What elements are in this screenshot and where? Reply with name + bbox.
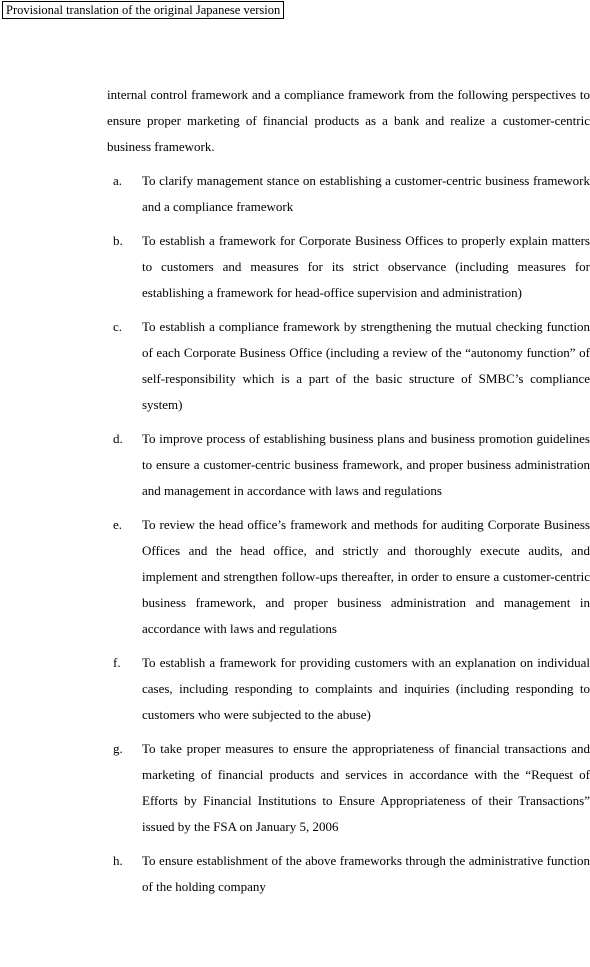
list-marker: a. — [113, 173, 123, 188]
list-item-text: To clarify management stance on establishing a customer-centric business framework and a compliance framework — [142, 173, 590, 214]
list-item — [107, 650, 590, 728]
intro-paragraph: internal control framework and a compliance framework from the following perspectives to ensure proper marketing of financial products as a bank and realize a customer-centric business framework. — [107, 87, 590, 154]
list-item-text: To improve process of establishing business plans and business promotion guidelines to ensure a customer-centric business framework, and proper business administration and management in accordance with laws and regulations — [142, 431, 590, 498]
list-item — [107, 314, 590, 418]
list-item — [107, 168, 590, 220]
list-item-text: To establish a compliance framework by strengthening the mutual checking function of each Corporate Business Office (including a review of the “autonomy function” of self-responsibility which is a part of the basic structure of SMBC’s compliance system) — [142, 319, 590, 412]
list-marker: c. — [113, 319, 123, 334]
list-item — [107, 512, 590, 642]
list-marker: h. — [113, 853, 123, 868]
list-item — [107, 228, 590, 306]
list-item — [107, 426, 590, 504]
list-item-text: To ensure establishment of the above frameworks through the administrative function of the holding company — [142, 853, 590, 894]
list-marker: f. — [113, 655, 121, 670]
list-item-text: To establish a framework for providing customers with an explanation on individual cases, including responding to complaints and inquiries (including responding to customers who were subjected to the abuse) — [142, 655, 590, 722]
list-item-text: To take proper measures to ensure the appropriateness of financial transactions and marketing of financial products and services in accordance with the “Request of Efforts by Financial Institutions to Ensure Appropriateness of their Transactions” issued by the FSA on January 5, 2006 — [142, 741, 590, 834]
list-marker: g. — [113, 741, 123, 756]
list-item — [107, 848, 590, 900]
list-item-text: To establish a framework for Corporate Business Offices to properly explain matters to customers and measures for its strict observance (including measures for establishing a framework for head-office supervision and administration) — [142, 233, 590, 300]
list-marker: b. — [113, 233, 123, 248]
list-marker: d. — [113, 431, 123, 446]
list-item — [107, 736, 590, 840]
list-marker: e. — [113, 517, 123, 532]
translation-notice: Provisional translation of the original Japanese version — [2, 1, 284, 19]
document-body — [107, 82, 590, 900]
list-item-text: To review the head office’s framework and methods for auditing Corporate Business Offices and the head office, and strictly and thoroughly execute audits, and implement and strengthen follow-ups thereafter, in order to ensure a customer-centric business framework, and proper business administration and management in accordance with laws and regulations — [142, 517, 590, 636]
